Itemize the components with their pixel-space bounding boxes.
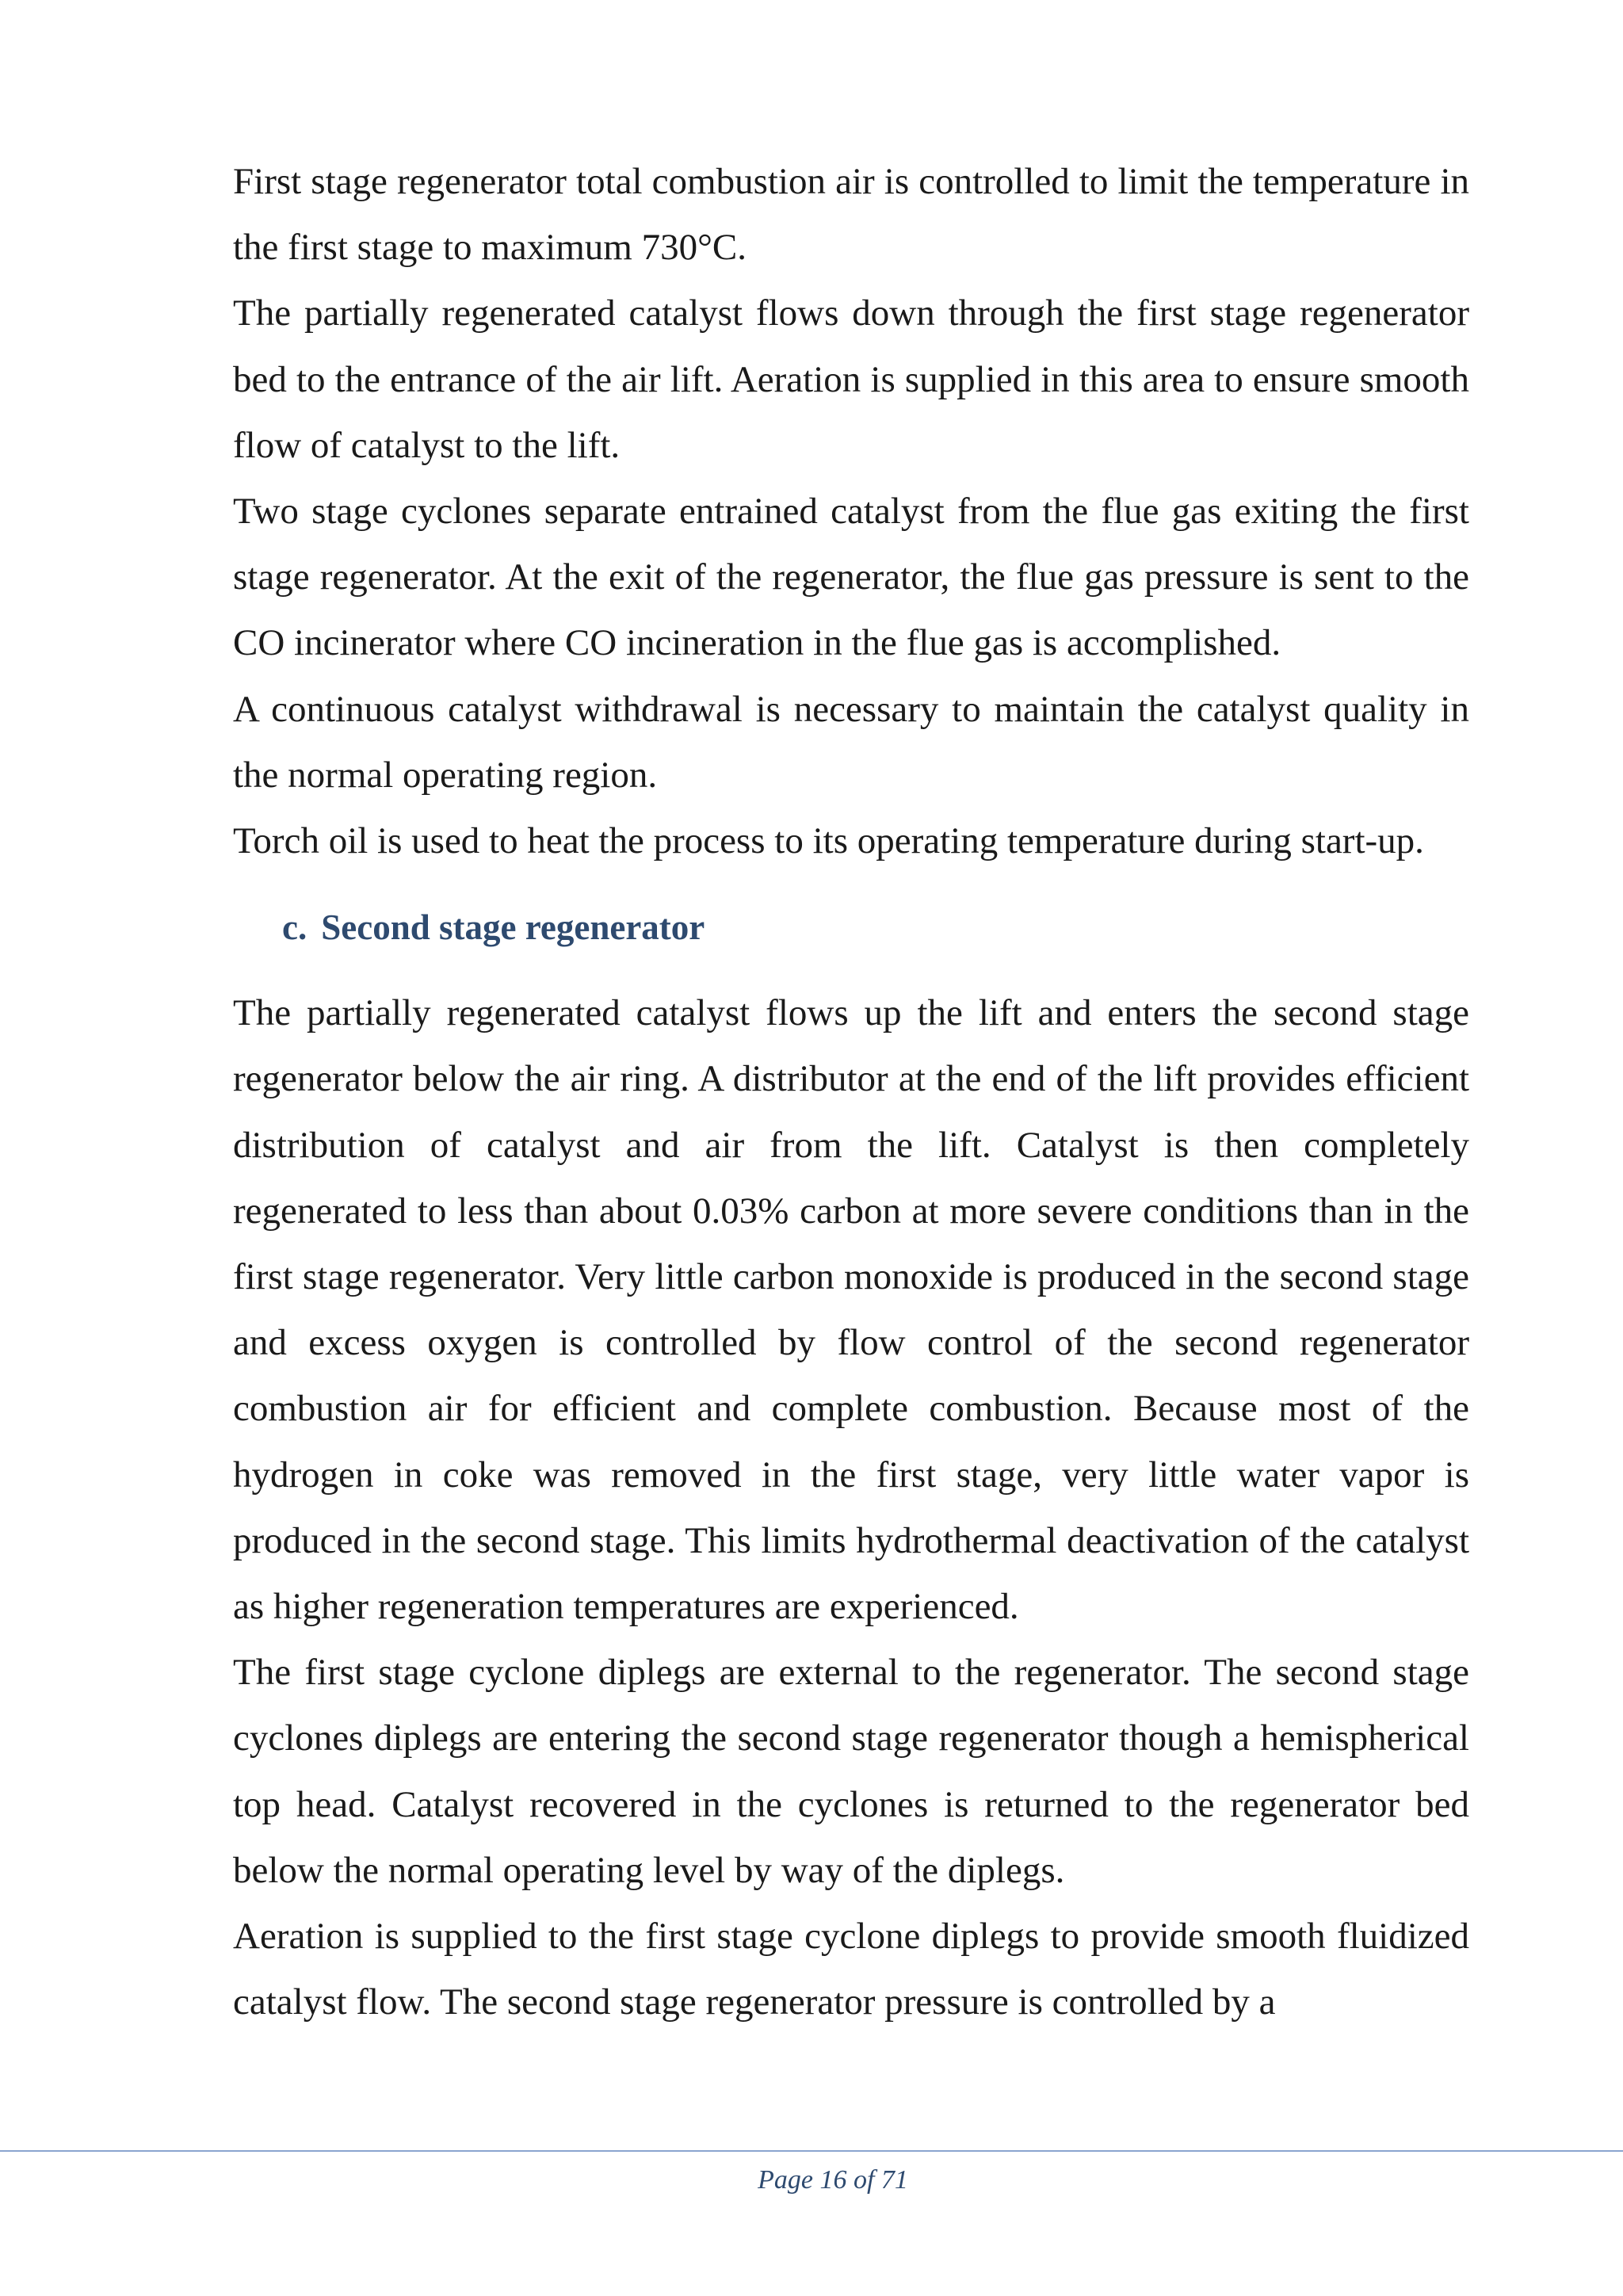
paragraph-diplegs: The first stage cyclone diplegs are external to the regenerator. The second stage cyclones diplegs are entering the second stage regenerator though a hemispherical top head. Catalyst recovered in the cyclones is returned to the regenerator bed below the normal operating level by way of the diplegs. bbox=[233, 1652, 1469, 1891]
section-marker: c. bbox=[282, 907, 307, 948]
page-body bbox=[233, 149, 1469, 2035]
paragraph-catalyst-flow-down: The partially regenerated catalyst flows down through the first stage regenerator bed to the entrance of the air lift. Aeration is supplied in this area to ensure smooth flow of catalyst to the lift. bbox=[233, 292, 1469, 466]
paragraph-combustion-air: First stage regenerator total combustion air is controlled to limit the temperature in the first stage to maximum 730°C. bbox=[233, 161, 1469, 269]
paragraph-aeration: Aeration is supplied to the first stage cyclone diplegs to provide smooth fluidized catalyst flow. The second stage regenerator pressure is controlled by a bbox=[233, 1916, 1469, 2023]
paragraph-second-stage-lift: The partially regenerated catalyst flows up the lift and enters the second stage regenerator below the air ring. A distributor at the end of the lift provides efficient distribution of catalyst and air from the lift. Catalyst is then completely regenerated to less than about 0.03% carbon at more severe conditions than in the first stage regenerator. Very little carbon monoxide is produced in the second stage and excess oxygen is controlled by flow control of the second regenerator combustion air for efficient and complete combustion. Because most of the hydrogen in coke was removed in the first stage, very little water vapor is produced in the second stage. This limits hydrothermal deactivation of the catalyst as higher regeneration temperatures are experienced. bbox=[233, 992, 1469, 1628]
paragraph-catalyst-withdrawal: A continuous catalyst withdrawal is necessary to maintain the catalyst quality in the normal operating region. bbox=[233, 688, 1469, 796]
section-title: Second stage regenerator bbox=[321, 907, 705, 948]
footer-divider bbox=[0, 2150, 1623, 2152]
page-number: Page 16 of 71 bbox=[758, 2165, 908, 2195]
paragraph-cyclones: Two stage cyclones separate entrained catalyst from the flue gas exiting the first stage regenerator. At the exit of the regenerator, the flue gas pressure is sent to the CO incinerator where CO incineration in the flue gas is accomplished. bbox=[233, 491, 1469, 664]
section-heading bbox=[282, 895, 1469, 961]
paragraph-torch-oil: Torch oil is used to heat the process to its operating temperature during start-up. bbox=[233, 820, 1424, 862]
